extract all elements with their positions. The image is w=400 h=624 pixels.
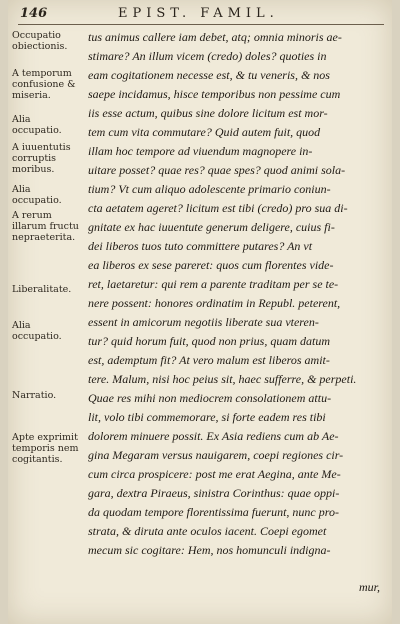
- text-line: cum circa prospicere: post me erat Aegina, ante Me-: [88, 467, 341, 481]
- text-line: essent in amicorum negotiis liberate sua vteren-: [88, 315, 319, 329]
- text-line: tere. Malum, nisi hoc peius sit, haec sufferre, & perpeti.: [88, 372, 357, 386]
- text-line: nere possent: honores ordinatim in Republ. peterent,: [88, 296, 341, 310]
- margin-note: Narratio.: [12, 390, 57, 401]
- margin-note: Occupatio obiectionis.: [12, 30, 68, 52]
- text-line: tem cum vita commutare? Quid autem fuit, quod: [88, 125, 321, 139]
- page-header: [8, 4, 392, 26]
- margin-notes: [12, 30, 80, 570]
- text-line: stimare? An illum vicem (credo) doles? quoties in: [88, 49, 327, 63]
- text-line: gara, dextra Piraeus, sinistra Corinthus: quae oppi-: [88, 486, 340, 500]
- margin-note: A iuuentutis corruptis moribus.: [12, 142, 71, 175]
- text-line: tium? Vt cum aliquo adolescente primario coniun-: [88, 182, 331, 196]
- page-number: 146: [20, 6, 48, 21]
- margin-note: A temporum confusione & miseria.: [12, 68, 76, 101]
- text-line: strata, & diruta ante oculos iacent. Coepi egomet: [88, 524, 327, 538]
- header-rule: [18, 24, 384, 25]
- text-line: cta aetatem ageret? licitum est tibi (credo) pro sua di-: [88, 201, 348, 215]
- text-line: gnitate ex hac iuuentute generum deligere, cuius fi-: [88, 220, 335, 234]
- text-line: eam cogitationem necesse est, & tu veneris, & nos: [88, 68, 330, 82]
- text-line: saepe incidamus, hisce temporibus non pessime cum: [88, 87, 341, 101]
- margin-note: Liberalitate.: [12, 284, 72, 295]
- body-text: [88, 30, 388, 570]
- text-line: uitare posset? quae res? quae spes? quod animi sola-: [88, 163, 346, 177]
- text-line: dolorem minuere possit. Ex Asia rediens cum ab Ae-: [88, 429, 339, 443]
- margin-note: Alia occupatio.: [12, 320, 62, 342]
- text-line: Quae res mihi non mediocrem consolationem attu-: [88, 391, 332, 405]
- text-line: est, ademptum fit? At vero malum est liberos amit-: [88, 353, 330, 367]
- running-title: EPIST. FAMIL.: [118, 6, 279, 21]
- text-line: da quodam tempore florentissima fuerunt, nunc pro-: [88, 505, 339, 519]
- text-line: tus animus callere iam debet, atq; omnia minoris ae-: [88, 30, 342, 44]
- text-line: mecum sic cogitare: Hem, nos homunculi indigna-: [88, 543, 331, 557]
- text-line: ea liberos ex sese pareret: quos cum florentes vide-: [88, 258, 334, 272]
- margin-note: Apte exprimit temporis nem cogitantis.: [12, 432, 79, 465]
- book-page: [8, 0, 392, 624]
- text-line: illam hoc tempore ad viuendum magnopere in-: [88, 144, 313, 158]
- text-line: lit, volo tibi commemorare, si forte eadem res tibi: [88, 410, 326, 424]
- margin-note: Alia occupatio.: [12, 114, 62, 136]
- margin-note: A rerum illarum fructu nepraeterita.: [12, 210, 79, 243]
- text-line: gina Megaram versus nauigarem, coepi regiones cir-: [88, 448, 344, 462]
- text-line: ret, laetaretur: qui rem a parente traditam per se te-: [88, 277, 339, 291]
- text-line: dei liberos tuos tuto committere putares? An vt: [88, 239, 313, 253]
- text-line: tur? quid horum fuit, quod non prius, quam datum: [88, 334, 331, 348]
- text-line: iis esse actum, quibus sine dolore licitum est mor-: [88, 106, 328, 120]
- catchword: mur,: [358, 580, 380, 594]
- margin-note: Alia occupatio.: [12, 184, 62, 206]
